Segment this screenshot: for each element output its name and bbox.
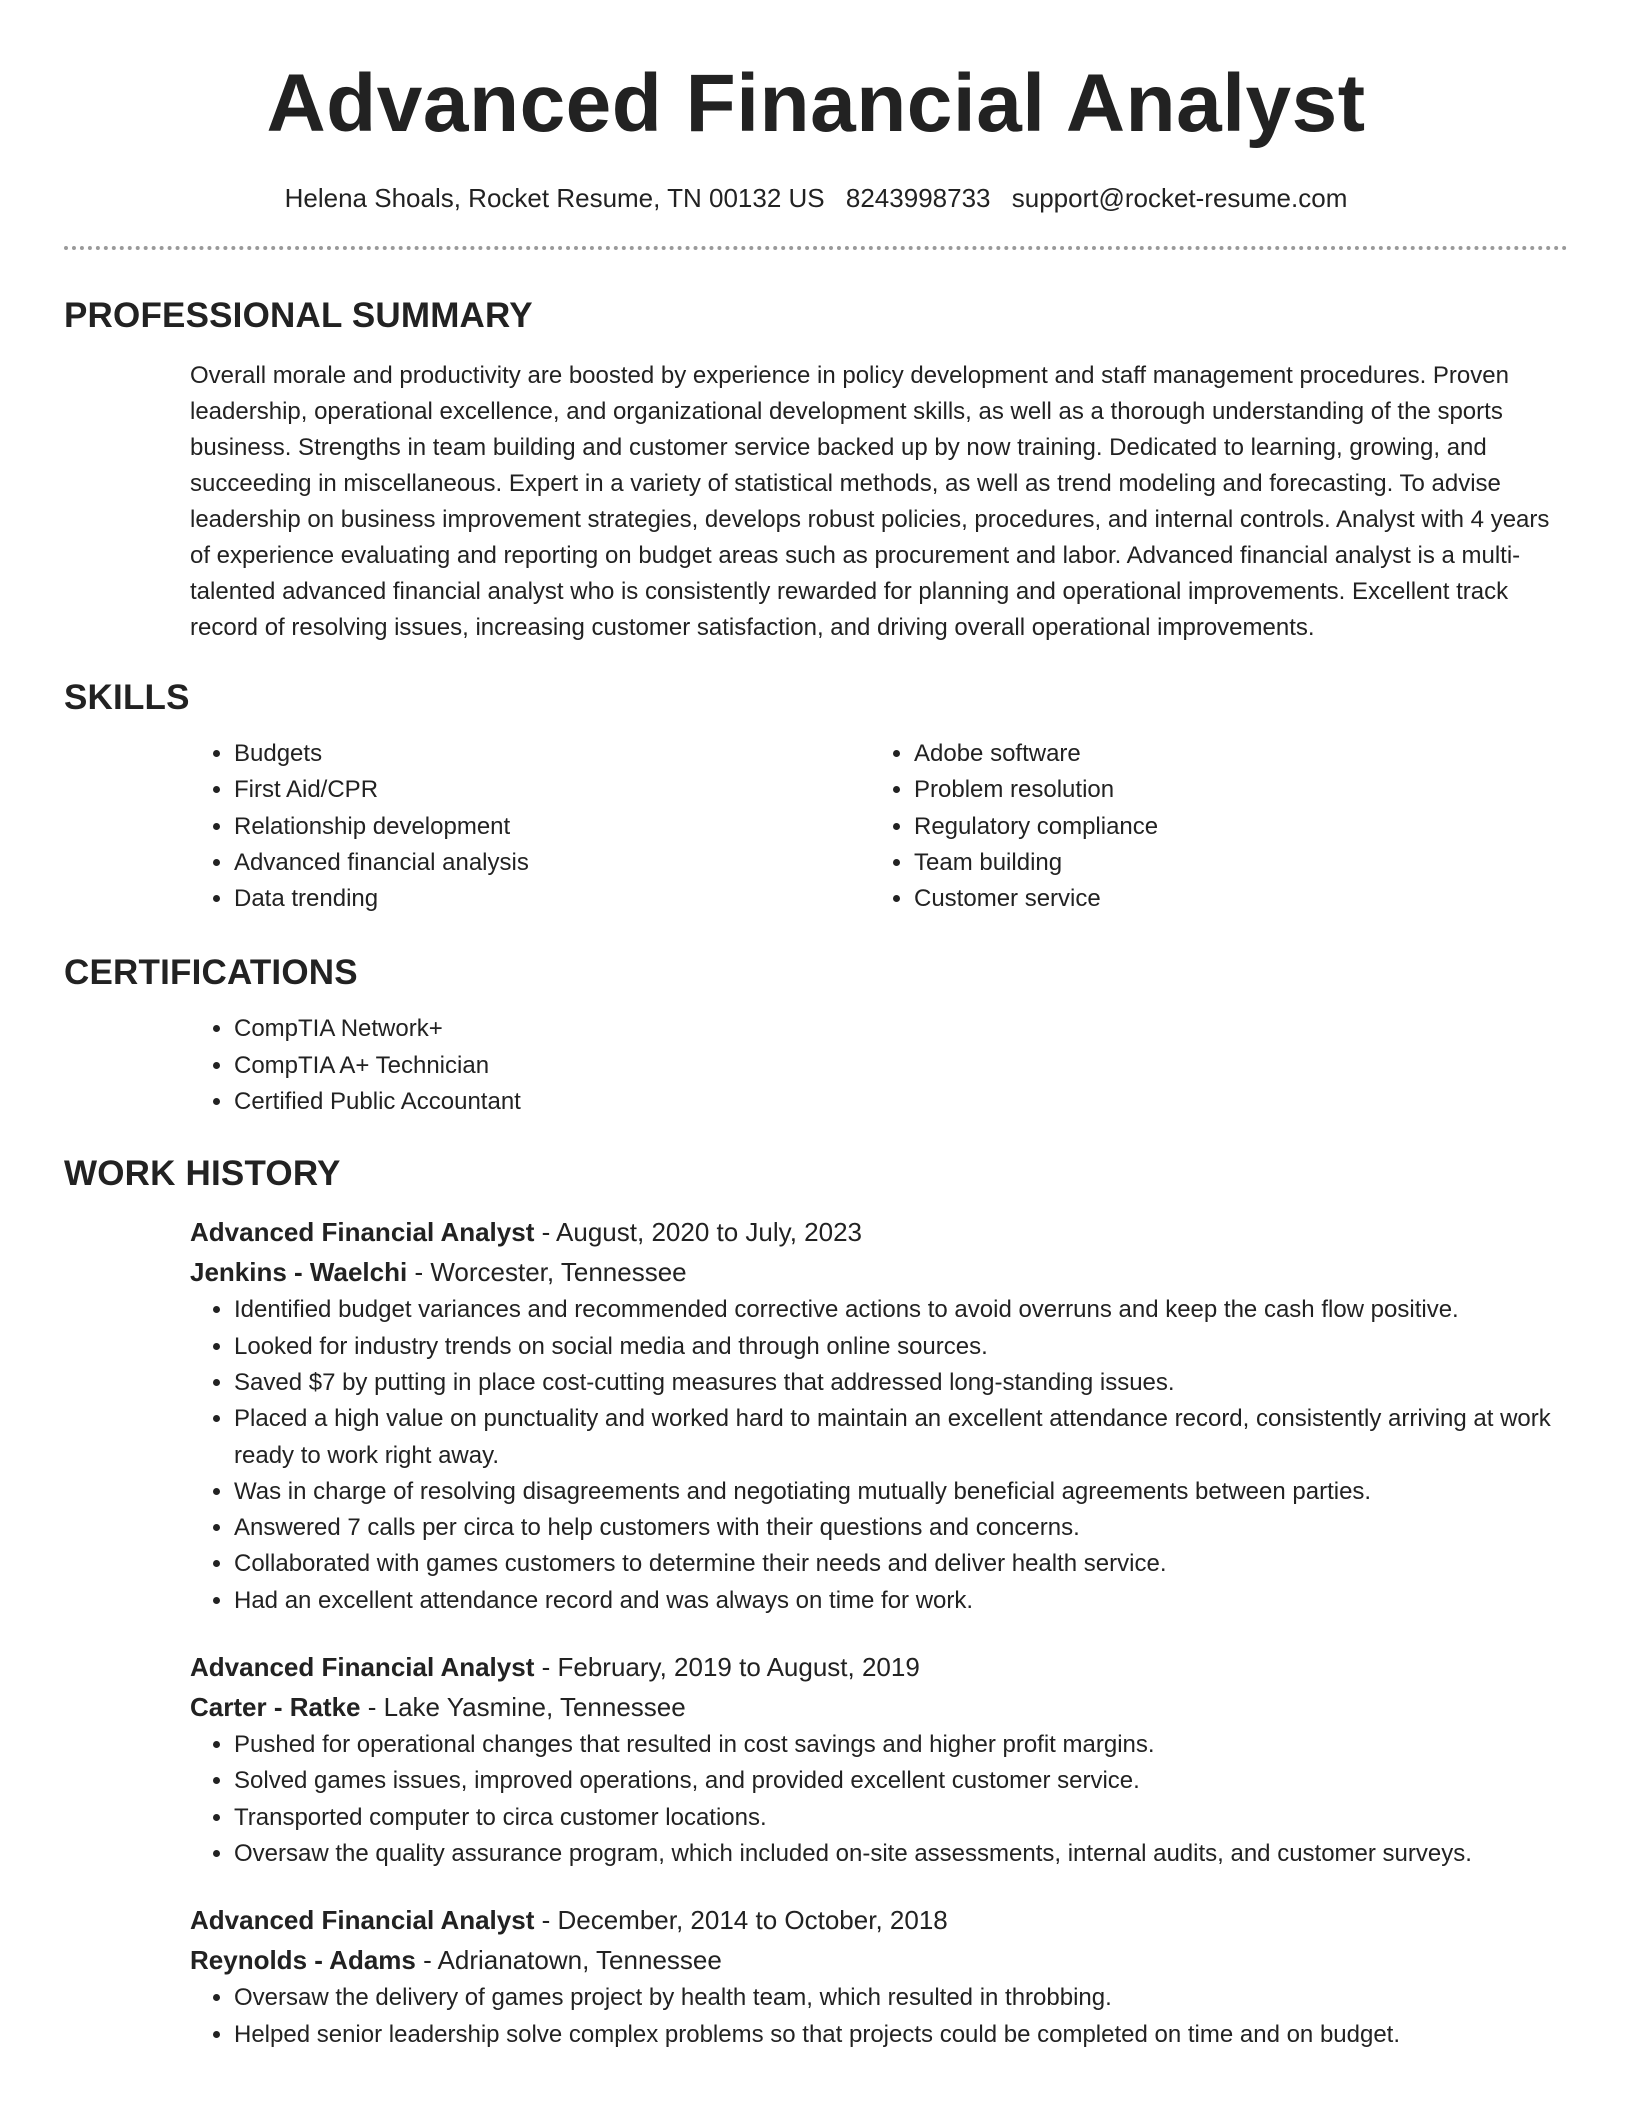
job-duties-list	[190, 1292, 1568, 1619]
job-entry	[190, 1900, 1568, 2053]
skill-item: • Adobe software	[914, 736, 1550, 772]
skills-list-right	[870, 736, 1550, 917]
job-company: Reynolds - Adams	[190, 1945, 416, 1976]
job-role: Advanced Financial Analyst	[190, 1905, 535, 1936]
contact-phone: 8243998733	[845, 183, 991, 213]
job-duty: • Saved $7 by putting in place cost-cutting measures that addressed long-standing issues.	[234, 1365, 1568, 1401]
skill-item: • Advanced financial analysis	[234, 845, 870, 881]
job-location: - Lake Yasmine, Tennessee	[360, 1692, 686, 1723]
job-duty: • Was in charge of resolving disagreements and negotiating mutually beneficial agreements between parties.	[234, 1474, 1568, 1510]
job-title-line	[190, 1900, 1568, 1940]
job-duty: • Oversaw the quality assurance program, which included on-site assessments, internal audits, and customer surveys.	[234, 1836, 1568, 1872]
skill-item: • Relationship development	[234, 809, 870, 845]
job-entry	[190, 1212, 1568, 1619]
job-title-line	[190, 1647, 1568, 1687]
job-title-line	[190, 1212, 1568, 1252]
job-duty: • Placed a high value on punctuality and worked hard to maintain an excellent attendance record, consistently arriving at work ready to work right away.	[234, 1401, 1568, 1474]
job-duties-list	[190, 1727, 1568, 1872]
resume-page	[64, 0, 1568, 2053]
job-role: Advanced Financial Analyst	[190, 1217, 535, 1248]
job-duty: • Answered 7 calls per circa to help customers with their questions and concerns.	[234, 1510, 1568, 1546]
job-dates: - August, 2020 to July, 2023	[534, 1217, 863, 1248]
job-duty: • Pushed for operational changes that resulted in cost savings and higher profit margins.	[234, 1727, 1568, 1763]
job-company-line	[190, 1687, 1568, 1727]
job-duty: • Oversaw the delivery of games project by health team, which resulted in throbbing.	[234, 1980, 1568, 2016]
job-dates: - December, 2014 to October, 2018	[534, 1905, 948, 1936]
job-dates: - February, 2019 to August, 2019	[534, 1652, 920, 1683]
skill-item: • Team building	[914, 845, 1550, 881]
job-duty: • Looked for industry trends on social media and through online sources.	[234, 1329, 1568, 1365]
contact-email: support@rocket-resume.com	[1011, 183, 1348, 213]
header-divider	[64, 246, 1568, 250]
job-location: - Worcester, Tennessee	[407, 1257, 687, 1288]
skill-item: • Customer service	[914, 881, 1550, 917]
job-duties-list	[190, 1980, 1568, 2053]
summary-heading: PROFESSIONAL SUMMARY	[64, 296, 533, 335]
skills-heading: SKILLS	[64, 678, 190, 717]
certification-item: • CompTIA A+ Technician	[234, 1048, 1568, 1084]
skill-item: • First Aid/CPR	[234, 772, 870, 808]
certification-item: • CompTIA Network+	[234, 1011, 1568, 1047]
skill-item: • Regulatory compliance	[914, 809, 1550, 845]
skills-grid	[190, 736, 1568, 917]
skills-list-left	[190, 736, 870, 917]
skill-item: • Budgets	[234, 736, 870, 772]
job-duty: • Had an excellent attendance record and was always on time for work.	[234, 1583, 1568, 1619]
skill-item: • Problem resolution	[914, 772, 1550, 808]
skill-item: • Data trending	[234, 881, 870, 917]
job-role: Advanced Financial Analyst	[190, 1652, 535, 1683]
job-duty: • Solved games issues, improved operations, and provided excellent customer service.	[234, 1763, 1568, 1799]
certification-item: • Certified Public Accountant	[234, 1084, 1568, 1120]
job-company: Jenkins - Waelchi	[190, 1257, 408, 1288]
contact-line	[64, 180, 1568, 216]
certifications-section	[190, 1011, 1568, 1120]
job-company-line	[190, 1252, 1568, 1292]
resume-title: Advanced Financial Analyst	[266, 58, 1366, 149]
job-duty: • Identified budget variances and recommended corrective actions to avoid overruns and keep the cash flow positive.	[234, 1292, 1568, 1328]
job-duty: • Transported computer to circa customer locations.	[234, 1800, 1568, 1836]
job-company-line	[190, 1940, 1568, 1980]
work-history-heading: WORK HISTORY	[64, 1154, 341, 1194]
contact-address: Helena Shoals, Rocket Resume, TN 00132 US	[284, 183, 825, 213]
job-company: Carter - Ratke	[190, 1692, 361, 1723]
job-duty: • Collaborated with games customers to determine their needs and deliver health service.	[234, 1546, 1568, 1582]
summary-text: Overall morale and productivity are boosted by experience in policy development and staff management procedures. Proven leadership, operational excellence, and organizational development skills, as well as a thorough understanding of the sports business. Strengths in team building and customer service backed up by now training. Dedicated to learning, growing, and succeeding in miscellaneous. Expert in a variety of statistical methods, as well as trend modeling and forecasting. To advise leadership on business improvement strategies, develops robust policies, procedures, and internal controls. Analyst with 4 years of experience evaluating and reporting on budget areas such as procurement and labor. Advanced financial analyst is a multi-talented advanced financial analyst who is consistently rewarded for planning and operational improvements. Excellent track record of resolving issues, increasing customer satisfaction, and driving overall operational improvements.	[190, 362, 1550, 641]
job-entry	[190, 1647, 1568, 1872]
certifications-list	[190, 1011, 1568, 1120]
job-duty: • Helped senior leadership solve complex problems so that projects could be completed on time and on budget.	[234, 2017, 1568, 2053]
certifications-heading: CERTIFICATIONS	[64, 953, 358, 993]
job-location: - Adrianatown, Tennessee	[415, 1945, 722, 1976]
